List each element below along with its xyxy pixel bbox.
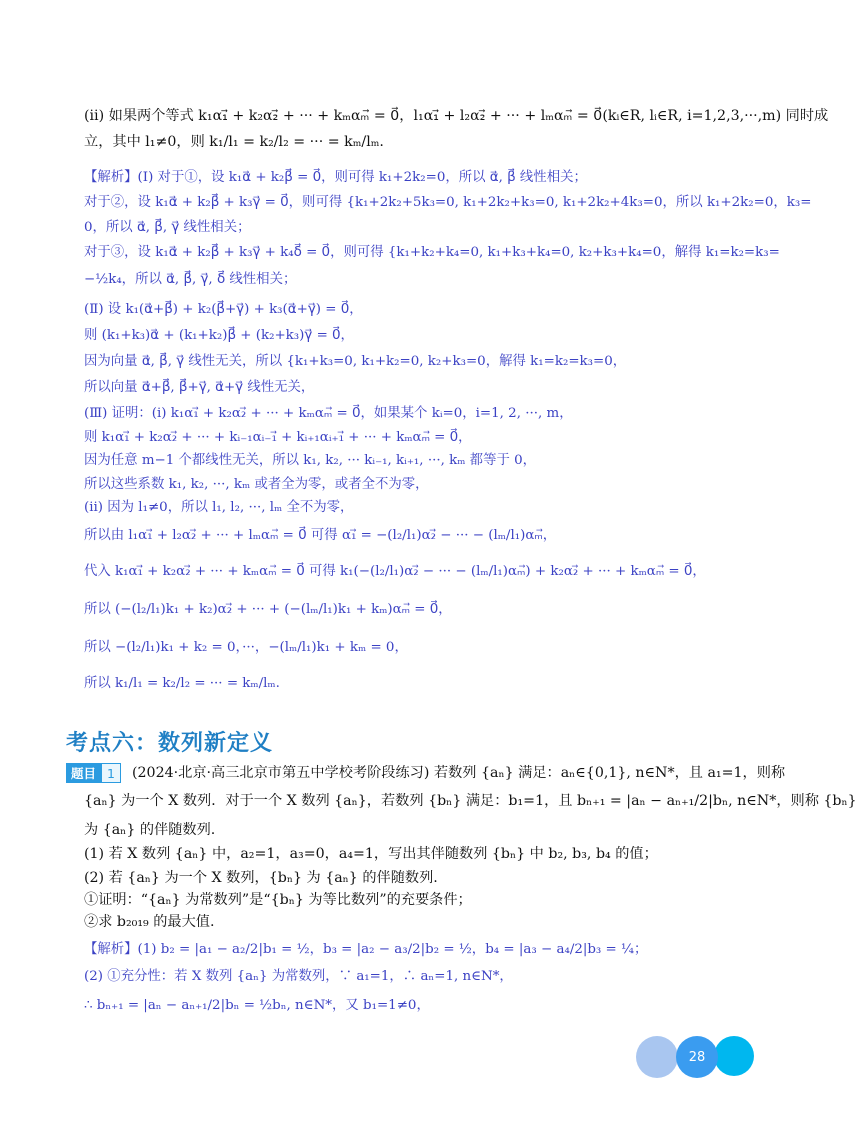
analysis-line: 所以 (−(l₂/l₁)k₁ + k₂)α₂⃗ + ··· + (−(lₘ/l₁)k₁ + kₘ)αₘ⃗ = 0⃗， bbox=[84, 602, 452, 617]
question-line: (1) 若 X 数列 {aₙ} 中，a₂=1，a₃=0，a₄=1，写出其伴随数列 {bₙ} 中 b₂, b₃, b₄ 的值； bbox=[84, 846, 658, 862]
analysis-line: 0，所以 α⃗, β⃗, γ⃗ 线性相关； bbox=[84, 220, 251, 235]
section-heading: 考点六：数列新定义 bbox=[66, 731, 274, 756]
page-number: 28 bbox=[688, 1049, 706, 1065]
analysis-line: 所以向量 α⃗+β⃗, β⃗+γ⃗, α⃗+γ⃗ 线性无关， bbox=[84, 380, 315, 395]
analysis-line: 对于③，设 k₁α⃗ + k₂β⃗ + k₃γ⃗ + k₄δ⃗ = 0⃗，则可得 {k₁+k₂+k₄=0, k₁+k₃+k₄=0, k₂+k₃+k₄=0，解得 k₁=k₂=k₃= bbox=[84, 245, 780, 260]
question-tag bbox=[66, 763, 121, 783]
analysis-line: 所以这些系数 k₁, k₂, ···, kₘ 或者全为零，或者全不为零， bbox=[84, 477, 429, 492]
solution-line: (2) ①充分性：若 X 数列 {aₙ} 为常数列，∵ a₁=1，∴ aₙ=1, n∈N*， bbox=[84, 969, 513, 984]
question-line: (2) 若 {aₙ} 为一个 X 数列，{bₙ} 为 {aₙ} 的伴随数列. bbox=[84, 870, 438, 886]
analysis-line: 因为向量 α⃗, β⃗, γ⃗ 线性无关，所以 {k₁+k₃=0, k₁+k₂=0, k₂+k₃=0，解得 k₁=k₂=k₃=0， bbox=[84, 354, 627, 369]
question-line: ②求 b₂₀₁₉ 的最大值. bbox=[84, 914, 215, 930]
page-decoration-circle bbox=[636, 1036, 678, 1078]
analysis-line: 所以 −(l₂/l₁)k₁ + k₂ = 0，···，−(lₘ/l₁)k₁ + kₘ = 0， bbox=[84, 640, 408, 655]
analysis-line: 因为任意 m−1 个都线性无关，所以 k₁, k₂, ··· kᵢ₋₁, kᵢ₊₁, ···, kₘ 都等于 0， bbox=[84, 453, 537, 468]
question-line: {aₙ} 为一个 X 数列．对于一个 X 数列 {aₙ}，若数列 {bₙ} 满足：b₁=1，且 bₙ₊₁ = |aₙ − aₙ₊₁/2|bₙ, n∈N*，则称 {bₙ} bbox=[84, 793, 857, 809]
theorem-line-2: 立，其中 l₁≠0，则 k₁/l₁ = k₂/l₂ = ··· = kₘ/lₘ. bbox=[84, 134, 384, 150]
analysis-line: −½k₄，所以 α⃗, β⃗, γ⃗, δ⃗ 线性相关； bbox=[84, 272, 297, 287]
solution-line: ∴ bₙ₊₁ = |aₙ − aₙ₊₁/2|bₙ = ½bₙ, n∈N*，又 b₁=1≠0， bbox=[84, 998, 430, 1013]
analysis-line: 对于②，设 k₁α⃗ + k₂β⃗ + k₃γ⃗ = 0⃗，则可得 {k₁+2k₂+5k₃=0, k₁+2k₂+k₃=0, k₁+2k₂+4k₃=0，所以 k₁+2k₂=0，k₃= bbox=[84, 195, 812, 210]
question-line: 为 {aₙ} 的伴随数列. bbox=[84, 822, 216, 838]
question-tag-label: 题目 bbox=[66, 763, 101, 783]
question-line: ①证明：“{aₙ} 为常数列”是“{bₙ} 为等比数列”的充要条件； bbox=[84, 892, 472, 908]
analysis-line: 则 (k₁+k₃)α⃗ + (k₁+k₂)β⃗ + (k₂+k₃)γ⃗ = 0⃗， bbox=[84, 328, 354, 343]
analysis-line: 所以 k₁/l₁ = k₂/l₂ = ··· = kₘ/lₘ. bbox=[84, 676, 280, 691]
question-line: (2024·北京·高三北京市第五中学校考阶段练习) 若数列 {aₙ} 满足：aₙ∈{0,1}, n∈N*，且 a₁=1，则称 bbox=[132, 765, 786, 781]
analysis-line: 代入 k₁α₁⃗ + k₂α₂⃗ + ··· + kₘαₘ⃗ = 0⃗ 可得 k₁(−(l₂/l₁)α₂⃗ − ··· − (lₘ/l₁)αₘ⃗) + k₂α₂⃗ + ··· + kₘαₘ⃗ = 0⃗， bbox=[84, 564, 706, 579]
analysis-line: (Ⅲ) 证明：(ⅰ) k₁α₁⃗ + k₂α₂⃗ + ··· + kₘαₘ⃗ = 0⃗，如果某个 kᵢ=0，i=1, 2, ···, m， bbox=[84, 406, 573, 421]
theorem-line-1: (ⅱ) 如果两个等式 k₁α₁⃗ + k₂α₂⃗ + ··· + kₘαₘ⃗ = 0⃗，l₁α₁⃗ + l₂α₂⃗ + ··· + lₘαₘ⃗ = 0⃗(kᵢ∈R, lᵢ∈R, i=1,2,3,···,m) 同时成 bbox=[84, 108, 829, 124]
analysis-line: 【解析】(Ⅰ) 对于①，设 k₁α⃗ + k₂β⃗ = 0⃗，则可得 k₁+2k₂=0，所以 α⃗, β⃗ 线性相关； bbox=[84, 170, 587, 185]
solution-line: 【解析】(1) b₂ = |a₁ − a₂/2|b₁ = ½，b₃ = |a₂ − a₃/2|b₂ = ½，b₄ = |a₃ − a₄/2|b₃ = ¼； bbox=[84, 942, 648, 957]
analysis-line: 则 k₁α₁⃗ + k₂α₂⃗ + ··· + kᵢ₋₁αᵢ₋₁⃗ + kᵢ₊₁αᵢ₊₁⃗ + ··· + kₘαₘ⃗ = 0⃗， bbox=[84, 430, 472, 445]
analysis-line: 所以由 l₁α₁⃗ + l₂α₂⃗ + ··· + lₘαₘ⃗ = 0⃗ 可得 α₁⃗ = −(l₂/l₁)α₂⃗ − ··· − (lₘ/l₁)αₘ⃗， bbox=[84, 528, 557, 543]
analysis-line: (Ⅱ) 设 k₁(α⃗+β⃗) + k₂(β⃗+γ⃗) + k₃(α⃗+γ⃗) = 0⃗， bbox=[84, 302, 363, 317]
analysis-line: (ⅱ) 因为 l₁≠0，所以 l₁, l₂, ···, lₘ 全不为零， bbox=[84, 500, 354, 515]
question-tag-number: 1 bbox=[101, 763, 121, 783]
page-decoration-circle bbox=[714, 1036, 754, 1076]
